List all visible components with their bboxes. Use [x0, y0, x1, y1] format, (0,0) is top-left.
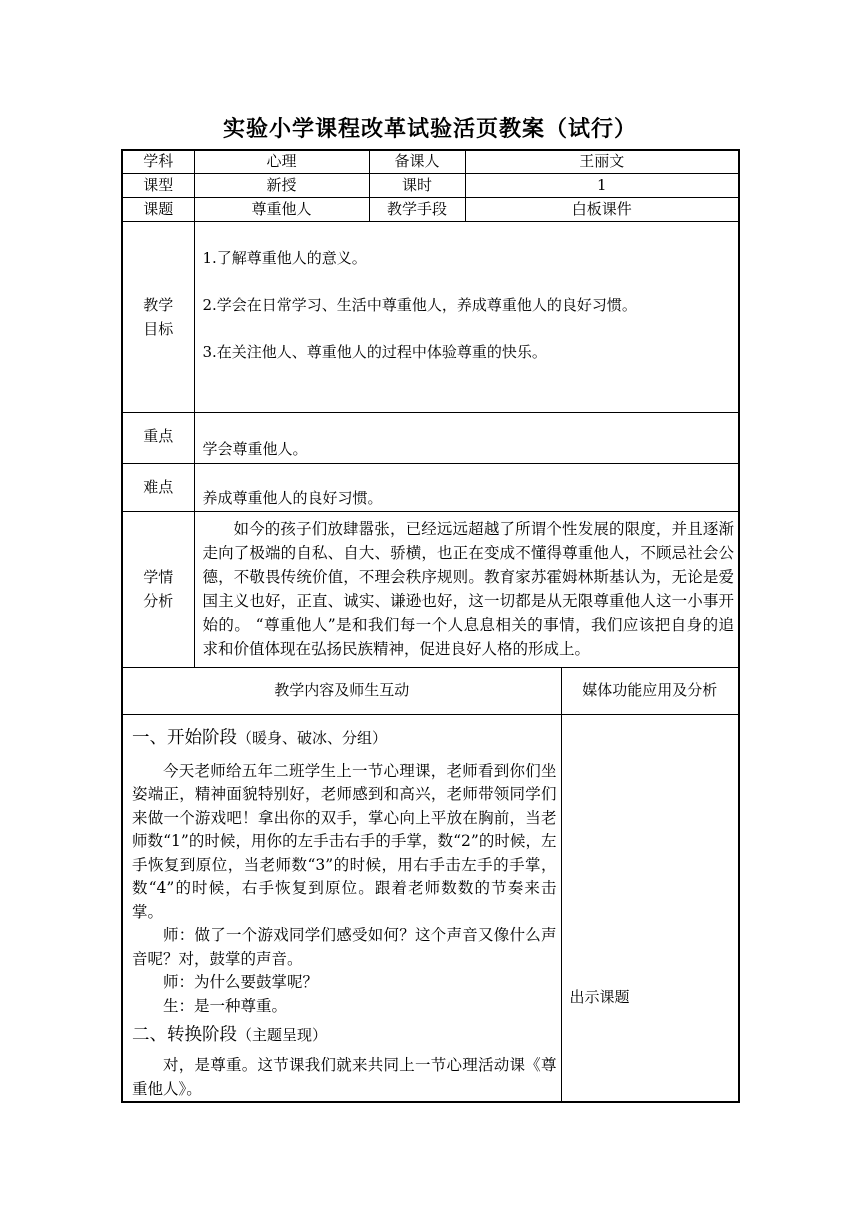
content-column-header: 教学内容及师生互动: [122, 667, 561, 714]
page-title: 实验小学课程改革试验活页教案（试行）: [222, 117, 637, 142]
analysis-label-line2: 分析: [143, 592, 174, 610]
topic-value: 尊重他人: [194, 197, 369, 221]
stage2-subtitle: （主题呈现）: [237, 1026, 328, 1044]
subject-value: 心理: [194, 150, 369, 173]
goals-content: [194, 221, 739, 412]
stage1-title: 一、开始阶段: [132, 727, 237, 748]
means-value: 白板课件: [465, 197, 739, 221]
analysis-label-line1: 学情: [143, 568, 174, 586]
lesson-plan-table: [121, 149, 740, 1103]
analysis-text: [194, 511, 739, 667]
subject-label: 学科: [122, 150, 194, 173]
difficulty-text: 养成尊重他人的良好习惯。: [194, 463, 739, 511]
stage2-paragraph: 对，是尊重。这节课我们就来共同上一节心理活动课《尊重他人》。: [132, 1056, 557, 1098]
analysis-paragraph: 如今的孩子们放肆嚣张，已经远远超越了所谓个性发展的限度，并且逐渐走向了极端的自私、自大、骄横，也正在变成不懂得尊重他人，不顾忌社会公德，不敬畏传统价值，不理会秩序规则。教育家苏霍姆林斯基认为，无论是爱国主义也好，正直、诚实、谦逊也好，这一切都是从无限尊重他人这一小事开始的。 “尊重他人”是和我们每一个人息息相关的事情，我们应该把自身的追求和价值体现在弘扬民族精神，促进良好人格的形成上。: [202, 520, 735, 658]
key-point-text: 学会尊重他人。: [194, 412, 739, 463]
key-point-label: 重点: [122, 412, 194, 463]
means-label: 教学手段: [369, 197, 465, 221]
stage1-subtitle: （暖身、破冰、分组）: [237, 728, 388, 747]
hours-value: 1: [465, 173, 739, 197]
type-value: 新授: [194, 173, 369, 197]
stage1-paragraph: 师：做了一个游戏同学们感受如何？这个声音又像什么声音呢？对，鼓掌的声音。: [132, 926, 557, 968]
hours-label: 课时: [369, 173, 465, 197]
analysis-label: [122, 511, 194, 667]
content-body: [122, 714, 561, 1102]
stage1-paragraph: 师：为什么要鼓掌呢？: [163, 973, 319, 991]
stage2-heading: [132, 1022, 557, 1048]
preparer-label: 备课人: [369, 150, 465, 173]
media-column-header: 媒体功能应用及分析: [561, 667, 739, 714]
goals-label-line1: 教学: [143, 295, 174, 314]
goal-item: 1.了解尊重他人的意义。: [202, 248, 367, 267]
topic-label: 课题: [122, 197, 194, 221]
goal-item: 2.学会在日常学习、生活中尊重他人，养成尊重他人的良好习惯。: [202, 295, 637, 314]
goals-label-line2: 目标: [143, 319, 174, 338]
stage1-paragraph: 今天老师给五年二班学生上一节心理课，老师看到你们坐姿端正，精神面貌特别好，老师感到和高兴，老师带领同学们来做一个游戏吧！拿出你的双手，掌心向上平放在胸前，当老师数“1”的时候，用你的左手击右手的手掌，数“2”的时候，左手恢复到原位，当老师数“3”的时候，用右手击左手的手掌，数“4”的时候，右手恢复到原位。跟着老师数数的节奏来击掌。: [132, 761, 557, 921]
stage2-title: 二、转换阶段: [132, 1025, 237, 1045]
preparer-value: 王丽文: [465, 150, 739, 173]
stage1-paragraph: 生：是一种尊重。: [163, 996, 288, 1015]
stage1-heading: [132, 725, 557, 751]
type-label: 课型: [122, 173, 194, 197]
difficulty-label: 难点: [122, 463, 194, 511]
goals-label: [122, 221, 194, 412]
media-note: 出示课题: [561, 714, 739, 1102]
goal-item: 3.在关注他人、尊重他人的过程中体验尊重的快乐。: [202, 342, 547, 361]
